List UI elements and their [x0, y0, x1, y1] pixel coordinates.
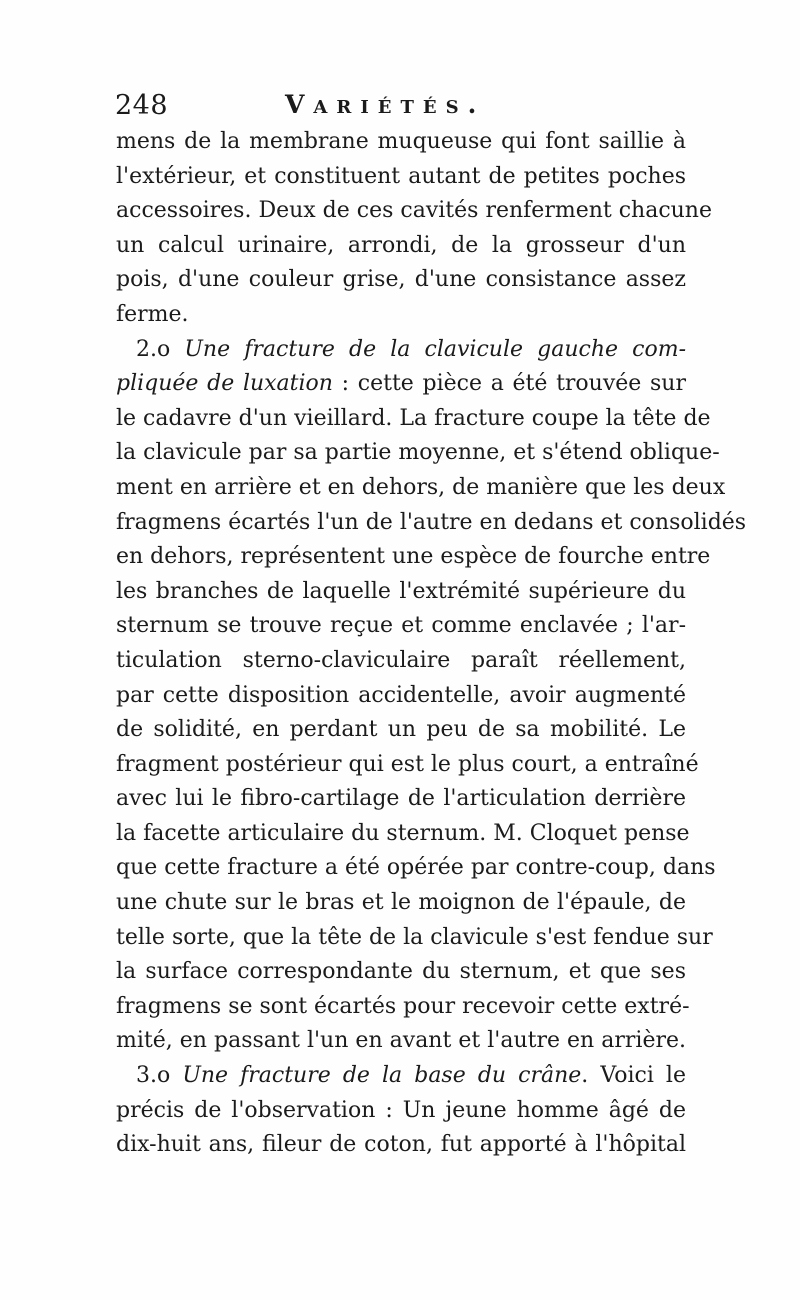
text-line: avec lui le fibro-cartilage de l'articulation derrière: [116, 786, 686, 812]
text-line: telle sorte, que la tête de la clavicule s'est fendue sur: [116, 924, 713, 950]
running-head: Variétés.: [285, 90, 486, 119]
text-line: la surface correspondante du sternum, et que ses: [116, 959, 686, 985]
text-line: 3.o Une fracture de la base du crâne. Voici le: [136, 1063, 686, 1089]
text-line: fragment postérieur qui est le plus court, a entraîné: [116, 751, 699, 777]
text-line: que cette fracture a été opérée par contre-coup, dans: [116, 855, 716, 881]
text-line: mens de la membrane muqueuse qui font saillie à: [116, 129, 686, 154]
text-line: en dehors, représentent une espèce de fourche entre: [116, 544, 711, 570]
text-line: ferme.: [116, 301, 189, 327]
text-line: l'extérieur, et constituent autant de petites poches: [116, 163, 686, 189]
text-line: le cadavre d'un vieillard. La fracture coupe la tête de: [116, 405, 711, 431]
text-line: pliquée de luxation : cette pièce a été trouvée sur: [116, 371, 686, 397]
italic-text: Une fracture de la clavicule gauche com-: [184, 336, 687, 362]
text-line: dix-huit ans, fileur de coton, fut apporté à l'hôpital: [116, 1132, 686, 1158]
italic-text: pliquée de luxation: [116, 371, 333, 397]
text-line: mité, en passant l'un en avant et l'autre en arrière.: [116, 1028, 686, 1054]
italic-text: Une fracture de la base du crâne: [182, 1063, 582, 1089]
body-text: [116, 125, 747, 1163]
text-line: un calcul urinaire, arrondi, de la grosseur d'un: [116, 232, 686, 258]
page-number: 248: [115, 90, 169, 121]
text-line: 2.o Une fracture de la clavicule gauche com-: [136, 336, 687, 362]
text-line: fragmens écartés l'un de l'autre en dedans et consolidés: [116, 509, 747, 535]
text-line: ticulation sterno-claviculaire paraît réellement,: [116, 647, 686, 673]
page-header: [115, 90, 685, 130]
text-line: la clavicule par sa partie moyenne, et s'étend oblique-: [116, 440, 720, 466]
text-line: une chute sur le bras et le moignon de l'épaule, de: [116, 890, 686, 916]
text-line: par cette disposition accidentelle, avoir augmenté: [116, 682, 686, 708]
text-line: de solidité, en perdant un peu de sa mobilité. Le: [116, 717, 686, 743]
text-line: accessoires. Deux de ces cavités renferment chacune: [116, 198, 712, 224]
text-line: la facette articulaire du sternum. M. Cloquet pense: [116, 820, 690, 846]
text-line: les branches de laquelle l'extrémité supérieure du: [116, 578, 686, 604]
text-line: pois, d'une couleur grise, d'une consistance assez: [116, 267, 686, 293]
text-line: ment en arrière et en dehors, de manière que les deux: [116, 474, 726, 500]
text-line: précis de l'observation : Un jeune homme âgé de: [116, 1097, 686, 1123]
text-line: sternum se trouve reçue et comme enclavée ; l'ar-: [116, 613, 686, 639]
text-line: fragmens se sont écartés pour recevoir cette extré-: [116, 993, 690, 1019]
